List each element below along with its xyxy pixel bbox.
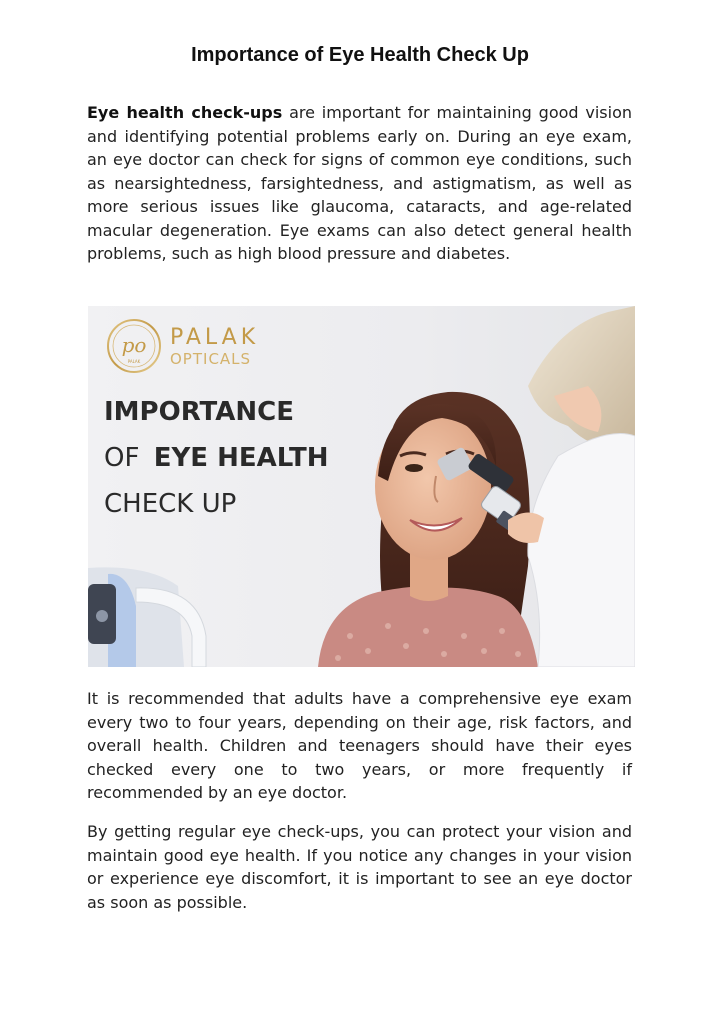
brand-name-line2: OPTICALS [170,350,252,368]
headline-line2-regular: OF [104,443,140,473]
banner-image [88,306,635,667]
headline-line3: CHECK UP [104,489,237,519]
recommendation-paragraph: It is recommended that adults have a comprehensive eye exam every two to four years, depending on their age, risk factors, and overall health. Children and teenagers should have their eyes checked every one to two years, or more frequently if recommended by an eye doctor. [87,689,632,802]
headline-line2-bold: EYE HEALTH [153,443,329,473]
logo-initials: po [121,333,147,357]
headline-line1: IMPORTANCE [104,397,294,427]
conclusion-paragraph: By getting regular eye check-ups, you can protect your vision and maintain good eye health. If you notice any changes in your vision or experience eye discomfort, it is important to see an eye doctor as soon as possible. [87,822,632,912]
intro-bold-lead: Eye health check-ups [87,103,283,122]
logo-small-text: PALAK [127,359,141,364]
page-title: Importance of Eye Health Check Up [191,44,529,66]
intro-paragraph [87,101,632,266]
intro-text: are important for maintaining good vision and identifying potential problems early on. During an eye exam, an eye doctor can check for signs of common eye conditions, such as nearsightedness, farsightedness, and astigmatism, as well as more serious issues like glaucoma, cataracts, and age-related macular degeneration. Eye exams can also detect general health problems, such as high blood pressure and diabetes. [87,103,632,263]
svg-text:OF EYE HEALTH [104,443,329,473]
brand-name-line1: PALAK [170,325,260,350]
